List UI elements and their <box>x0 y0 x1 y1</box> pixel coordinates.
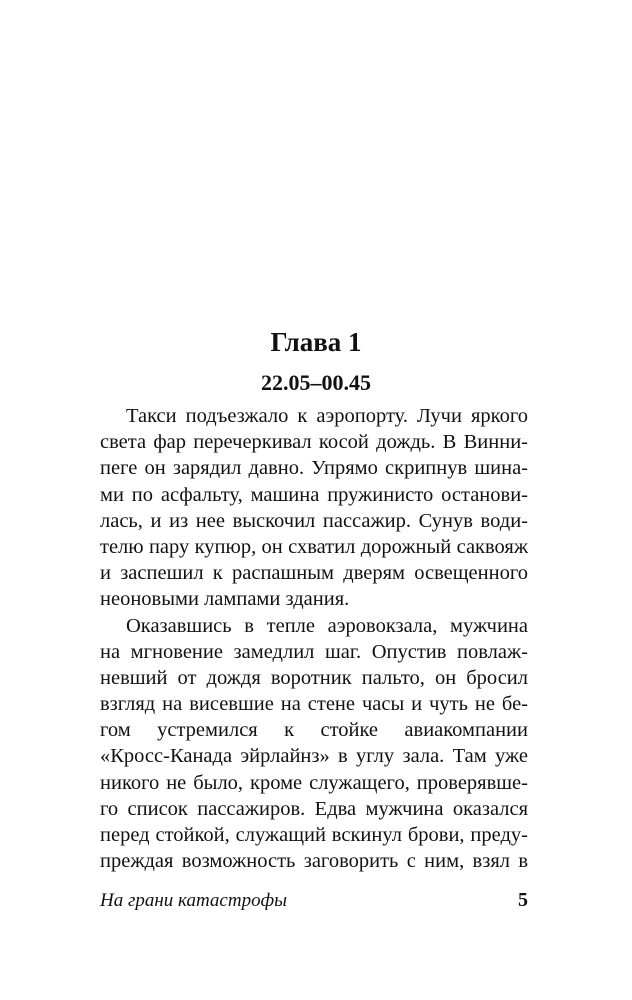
chapter-title: Глава 1 <box>270 327 362 357</box>
paragraph-2-line: на мгновение замедлил шаг. Опустив повлаж- <box>100 640 528 663</box>
paragraph-1-line: и заспешил к распашным дверям освещенного <box>100 562 528 585</box>
running-footer-book-title: На грани катастрофы <box>100 890 287 911</box>
chapter-time-range: 22.05–00.45 <box>261 370 371 395</box>
paragraph-1-line: света фар перечеркивал косой дождь. В Винни- <box>100 431 528 454</box>
paragraph-2-line: взгляд на висевшие на стене часы и чуть не бе- <box>100 693 528 716</box>
paragraph-2-line: го список пассажиров. Едва мужчина оказался <box>100 797 528 820</box>
page-number: 5 <box>518 889 528 911</box>
paragraph-1-line: телю пару купюр, он схватил дорожный саквояж <box>100 535 528 558</box>
paragraph-2-line: невший от дождя воротник пальто, он бросил <box>100 666 528 689</box>
paragraph-2-line: преждая возможность заговорить с ним, взял в <box>100 850 528 873</box>
paragraph-1-line: неоновыми лампами здания. <box>100 588 350 611</box>
paragraph-1-line: лась, и из нее выскочил пассажир. Сунув води- <box>100 509 528 532</box>
paragraph-1-line: Такси подъезжало к аэропорту. Лучи яркого <box>126 405 528 427</box>
paragraph-2-line: никого не было, кроме служащего, проверявше- <box>100 771 528 794</box>
paragraph-1-line: ми по асфальту, машина пружинисто останови- <box>100 483 528 506</box>
paragraph-2-line: Оказавшись в тепле аэровокзала, мужчина <box>126 614 528 637</box>
paragraph-1-line: пеге он зарядил давно. Упрямо скрипнув шина- <box>100 457 528 480</box>
paragraph-2-line: «Кросс-Канада эйрлайнз» в углу зала. Там уже <box>100 745 528 768</box>
paragraph-2-line: гом устремился к стойке авиакомпании <box>100 719 528 742</box>
paragraph-2-line: перед стойкой, служащий вскинул брови, преду- <box>100 824 528 846</box>
body-text <box>100 403 528 874</box>
